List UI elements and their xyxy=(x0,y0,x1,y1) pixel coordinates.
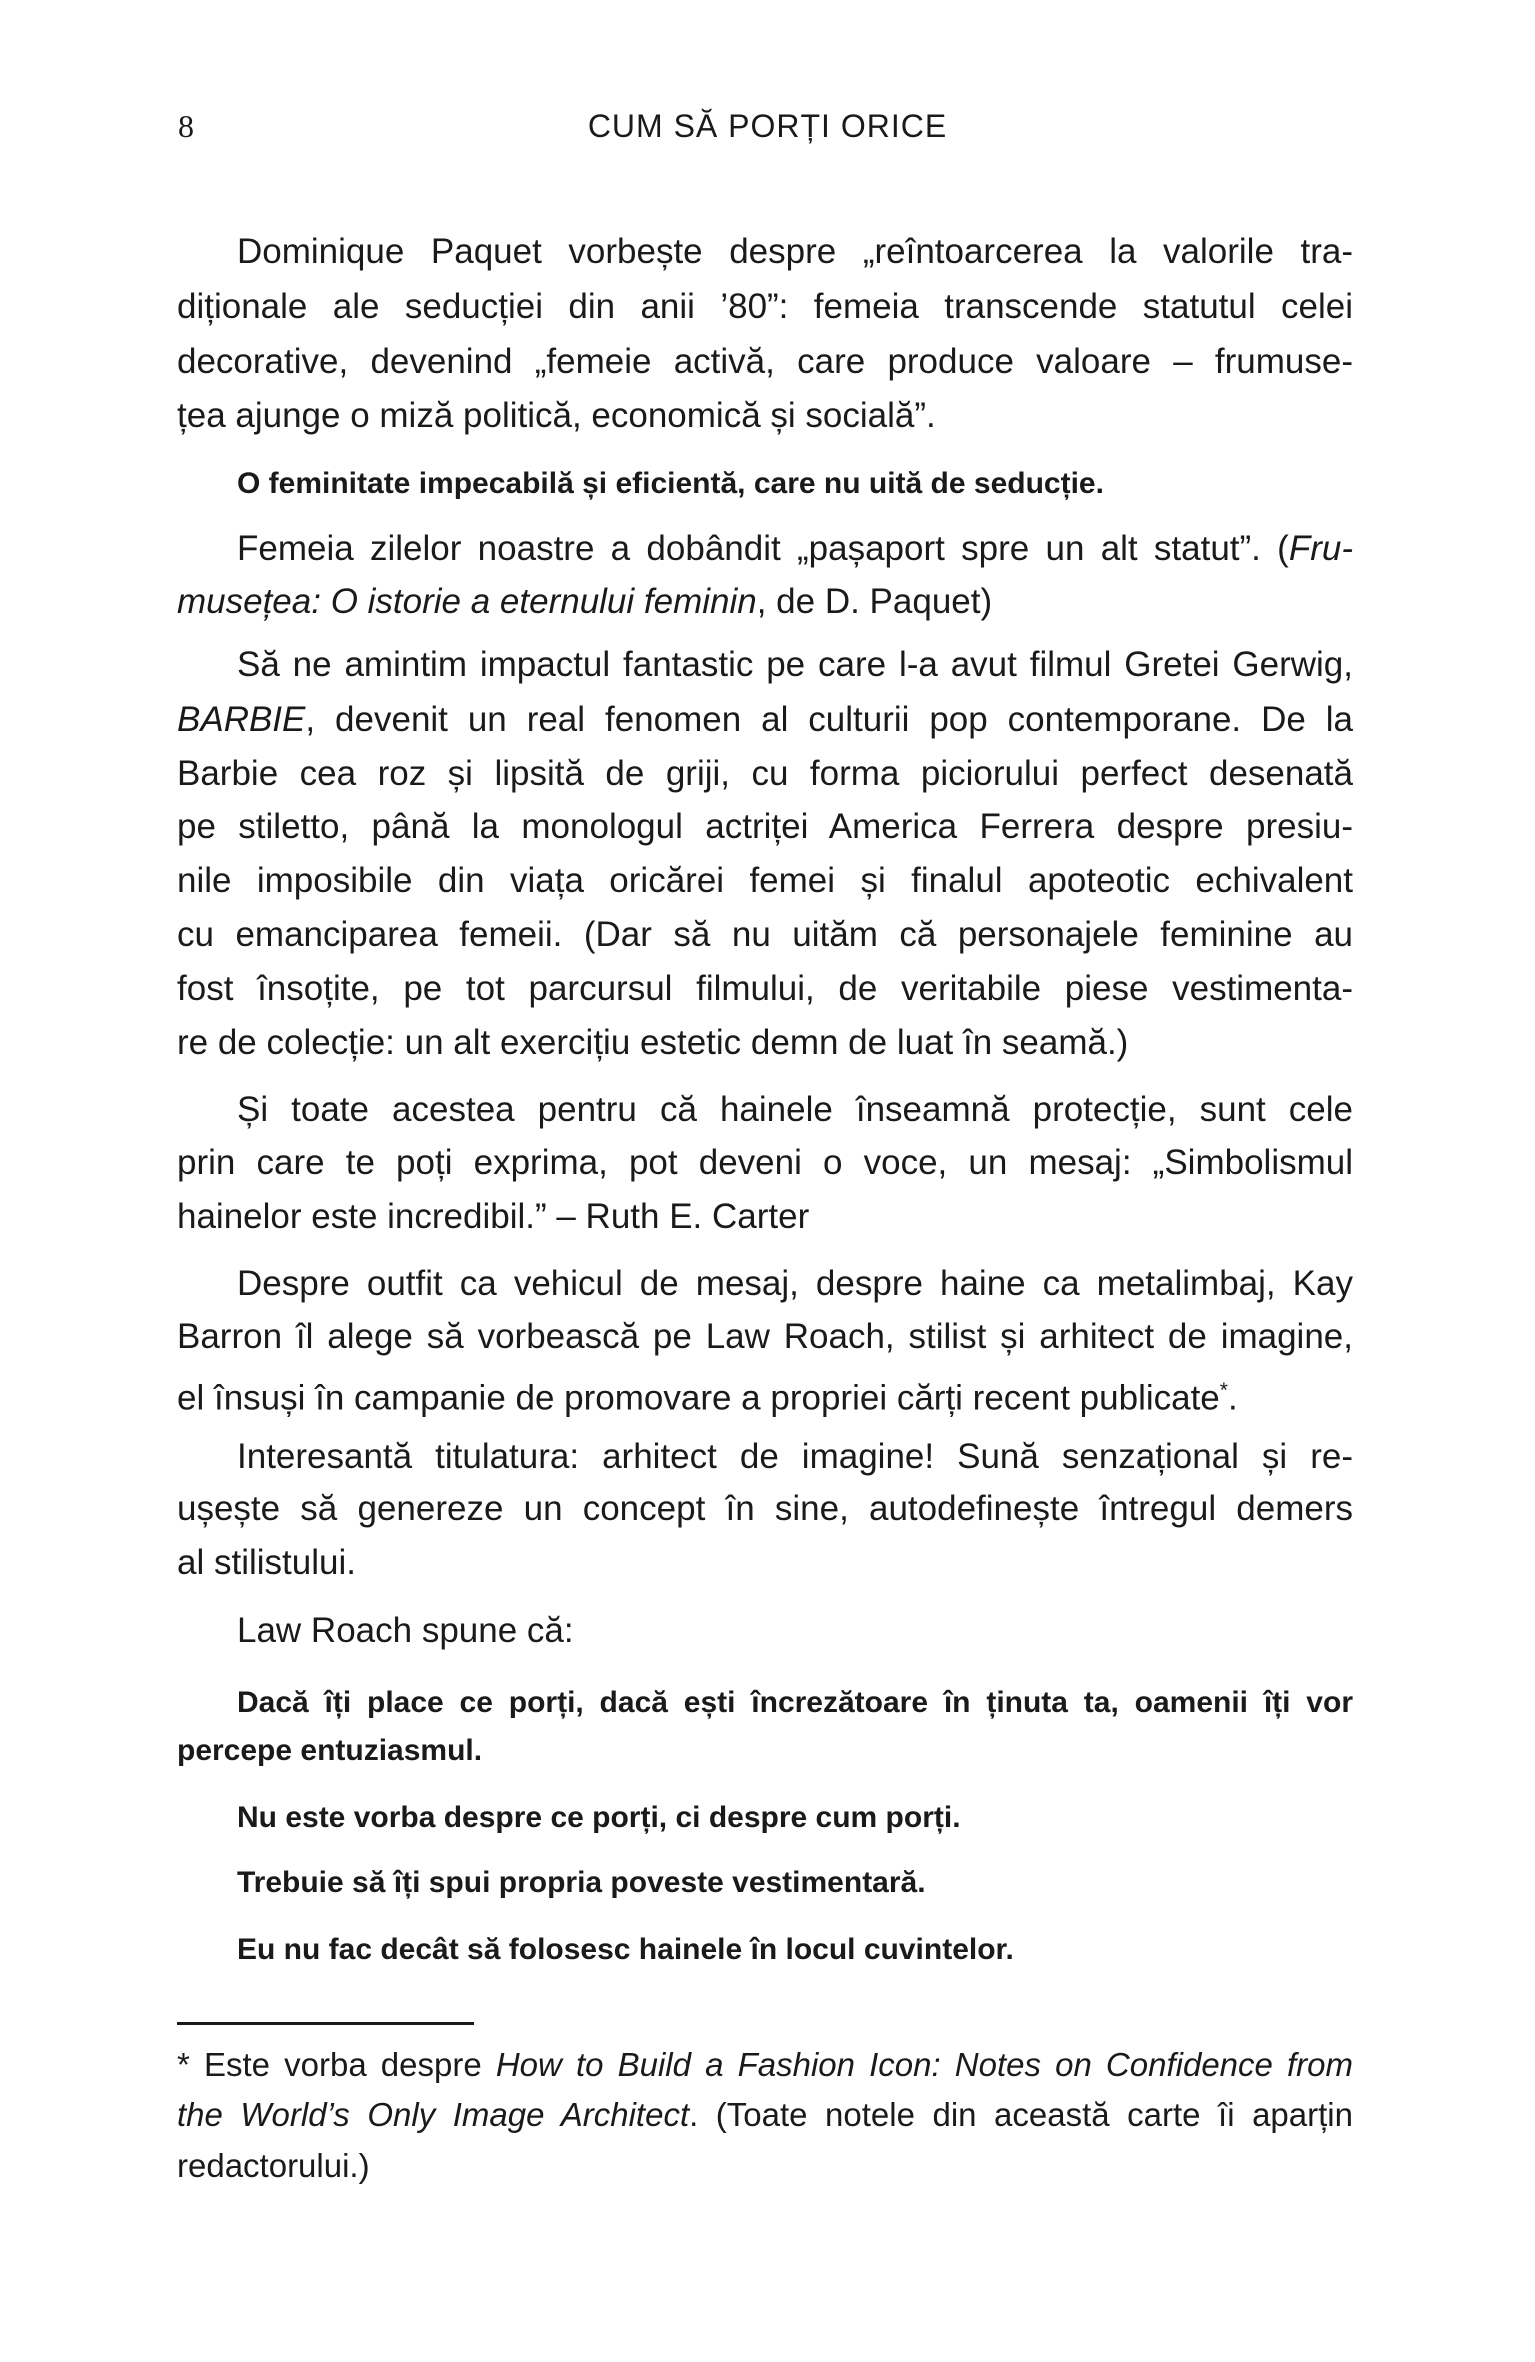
footnote-divider xyxy=(177,2022,474,2025)
text-segment: prin care te poți exprima, pot deveni o voce, un mesaj: „Simbolismul xyxy=(177,1143,1353,1182)
text-line xyxy=(177,805,1353,849)
text-segment: fost însoțite, pe tot parcursul filmului, de veritabile piese vestimenta- xyxy=(177,969,1353,1008)
footnote-line xyxy=(177,2043,1353,2087)
text-segment: diționale ale seducției din anii ’80”: femeia transcende statutul celei xyxy=(177,287,1353,326)
text-segment: Interesantă titulatura: arhitect de imagine! Sună senzațional și re- xyxy=(237,1437,1353,1476)
text-line xyxy=(177,285,1353,329)
text-line xyxy=(177,1195,1353,1239)
text-segment: Să ne amintim impactul fantastic pe care l-a avut filmul Gretei Gerwig, xyxy=(237,645,1353,684)
text-line xyxy=(177,580,1353,624)
footnote-marker: * xyxy=(1219,1379,1228,1402)
text-segment: , de D. Paquet) xyxy=(756,582,993,621)
page-number: 8 xyxy=(178,108,194,144)
bold-quote-line xyxy=(237,1861,1353,1905)
italic-text: musețea: O istorie a eternului feminin xyxy=(177,582,757,621)
text-segment: el însuși în campanie de promovare a propriei cărți recent publicate xyxy=(177,1378,1220,1418)
bold-quote-line xyxy=(237,1796,1353,1840)
text-segment: Eu nu fac decât să folosesc hainele în locul cuvintelor. xyxy=(237,1933,1014,1966)
bold-quote-line xyxy=(237,462,1353,506)
text-line xyxy=(177,698,1353,742)
text-segment: Despre outfit ca vehicul de mesaj, despre haine ca metalimbaj, Kay xyxy=(237,1264,1353,1303)
text-line xyxy=(237,1262,1353,1306)
text-line xyxy=(237,1609,1353,1653)
text-segment: hainelor este incredibil.” – Ruth E. Carter xyxy=(177,1197,810,1236)
running-title: CUM SĂ PORȚI ORICE xyxy=(587,108,948,144)
text-segment: nile imposibile din viața oricărei femei și finalul apoteotic echivalent xyxy=(177,861,1353,900)
italic-text: Fru- xyxy=(1288,529,1353,568)
text-line xyxy=(177,1487,1353,1531)
italic-text: BARBIE xyxy=(177,700,306,739)
italic-text: the World’s Only Image Architect xyxy=(177,2096,690,2133)
text-line xyxy=(237,230,1353,274)
text-segment: Trebuie să îți spui propria poveste vestimentară. xyxy=(237,1866,926,1899)
text-segment: cu emanciparea femeii. (Dar să nu uităm că personajele feminine au xyxy=(177,915,1353,954)
text-segment: al stilistului. xyxy=(177,1543,356,1582)
text-segment: Femeia zilelor noastre a dobândit „pașaport spre un alt statut”. ( xyxy=(237,529,1289,568)
text-line xyxy=(177,1021,1353,1065)
bold-quote-line xyxy=(177,1729,1353,1773)
text-line xyxy=(177,967,1353,1011)
text-segment: Barron îl alege să vorbească pe Law Roach, stilist și arhitect de imagine, xyxy=(177,1317,1353,1356)
text-segment: redactorului.) xyxy=(177,2147,370,2184)
text-segment: pe stiletto, până la monologul actriței America Ferrera despre presiu- xyxy=(177,807,1353,846)
text-segment: Barbie cea roz și lipsită de griji, cu forma piciorului perfect desenată xyxy=(177,754,1353,793)
text-segment: re de colecție: un alt exercițiu estetic demn de luat în seamă.) xyxy=(177,1023,1129,1062)
text-line xyxy=(177,859,1353,903)
text-line xyxy=(177,1541,1353,1585)
text-segment: percepe entuziasmul. xyxy=(177,1734,483,1767)
text-line xyxy=(177,394,1353,438)
text-line xyxy=(177,340,1353,384)
text-line xyxy=(177,1315,1353,1359)
text-segment: Dacă îți place ce porți, dacă ești încrezătoare în ținuta ta, oamenii îți vor xyxy=(237,1686,1353,1719)
text-line xyxy=(177,1369,1353,1421)
text-segment: O feminitate impecabilă și eficientă, care nu uită de seducție. xyxy=(237,467,1104,500)
text-line xyxy=(237,643,1353,687)
footnote-line xyxy=(177,2093,1353,2137)
text-line xyxy=(237,1088,1353,1132)
text-segment: Și toate acestea pentru că hainele înseamnă protecție, sunt cele xyxy=(237,1090,1353,1129)
bold-quote-line xyxy=(237,1928,1353,1972)
text-line xyxy=(177,1141,1353,1185)
text-segment: . (Toate notele din această carte îi aparțin xyxy=(689,2096,1353,2133)
text-line xyxy=(177,752,1353,796)
text-line xyxy=(237,527,1353,571)
text-segment: ușește să genereze un concept în sine, autodefinește întregul demers xyxy=(177,1489,1353,1528)
text-segment: Law Roach spune că: xyxy=(237,1611,574,1650)
italic-text: How to Build a Fashion Icon: Notes on Confidence from xyxy=(495,2046,1354,2083)
text-segment: Dominique Paquet vorbește despre „reîntoarcerea la valorile tra- xyxy=(237,232,1353,271)
text-segment: . xyxy=(1227,1378,1238,1418)
text-segment: * Este vorba despre xyxy=(177,2046,496,2083)
text-segment: decorative, devenind „femeie activă, care produce valoare – frumuse- xyxy=(177,342,1353,381)
text-segment: , devenit un real fenomen al culturii pop contemporane. De la xyxy=(305,700,1353,739)
bold-quote-line xyxy=(237,1681,1353,1725)
text-line xyxy=(177,913,1353,957)
footnote-line xyxy=(177,2144,1353,2188)
text-segment: țea ajunge o miză politică, economică și socială”. xyxy=(177,396,936,435)
text-line xyxy=(237,1435,1353,1479)
text-segment: Nu este vorba despre ce porți, ci despre cum porți. xyxy=(237,1801,961,1834)
